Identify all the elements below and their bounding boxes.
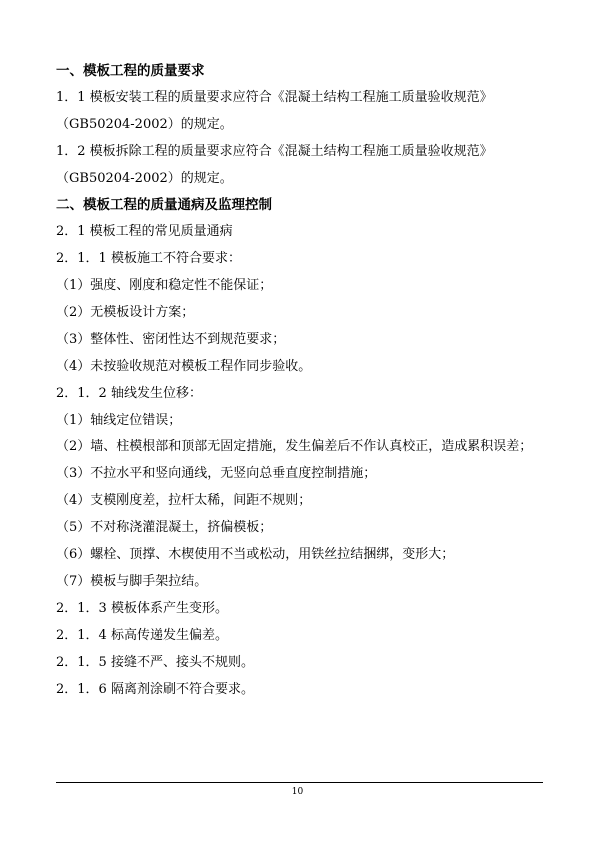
paragraph-1-1-line-1: 1．1 模板安装工程的质量要求应符合《混凝土结构工程施工质量验收规范》 [56,89,493,105]
list-item: （7）模板与脚手架拉结。 [56,573,208,589]
subsection-2-1-3: 2．1．3 模板体系产生变形。 [56,600,228,616]
paragraph-1-2-line-1: 1．2 模板拆除工程的质量要求应符合《混凝土结构工程施工质量验收规范》 [56,143,493,159]
list-item: （3）不拉水平和竖向通线，无竖向总垂直度控制措施； [56,466,377,482]
list-item: （1）强度、刚度和稳定性不能保证； [56,278,273,294]
list-item: （1）轴线定位错误； [56,412,182,428]
subsection-2-1-5: 2．1．5 接缝不严、接头不规则。 [56,654,254,670]
list-item: （4）未按验收规范对模板工程作同步验收。 [56,358,312,374]
section-heading-2: 二、模板工程的质量通病及监理控制 [56,197,272,214]
subsection-2-1-6: 2．1．6 隔离剂涂刷不符合要求。 [56,681,254,697]
footer-divider [56,782,543,783]
document-body [56,62,546,707]
subsection-2-1: 2．1 模板工程的常见质量通病 [56,224,233,240]
subsection-2-1-1: 2．1．1 模板施工不符合要求： [56,251,241,267]
list-item: （2）无模板设计方案； [56,305,195,321]
list-item: （3）整体性、密闭性达不到规范要求； [56,331,286,347]
page-number: 10 [291,787,304,797]
section-heading-1: 一、模板工程的质量要求 [56,63,205,79]
list-item: （5）不对称浇灌混凝土，挤偏模板； [56,520,273,536]
list-item-wrapped: （2）墙、柱模根部和顶部无固定措施，发生偏差后不作认真校正，造成累积误差； [56,439,533,455]
paragraph-1-1-line-2: （GB50204-2002）的规定。 [56,116,233,132]
list-item: （6）螺栓、顶撑、木楔使用不当或松动，用铁丝拉结捆绑，变形大； [56,547,455,563]
paragraph-1-2-line-2: （GB50204-2002）的规定。 [56,170,233,186]
subsection-2-1-2: 2．1．2 轴线发生位移： [56,385,202,401]
subsection-2-1-4: 2．1．4 标高传递发生偏差。 [56,627,228,643]
list-item: （4）支模刚度差，拉杆太稀，间距不规则； [56,493,312,509]
